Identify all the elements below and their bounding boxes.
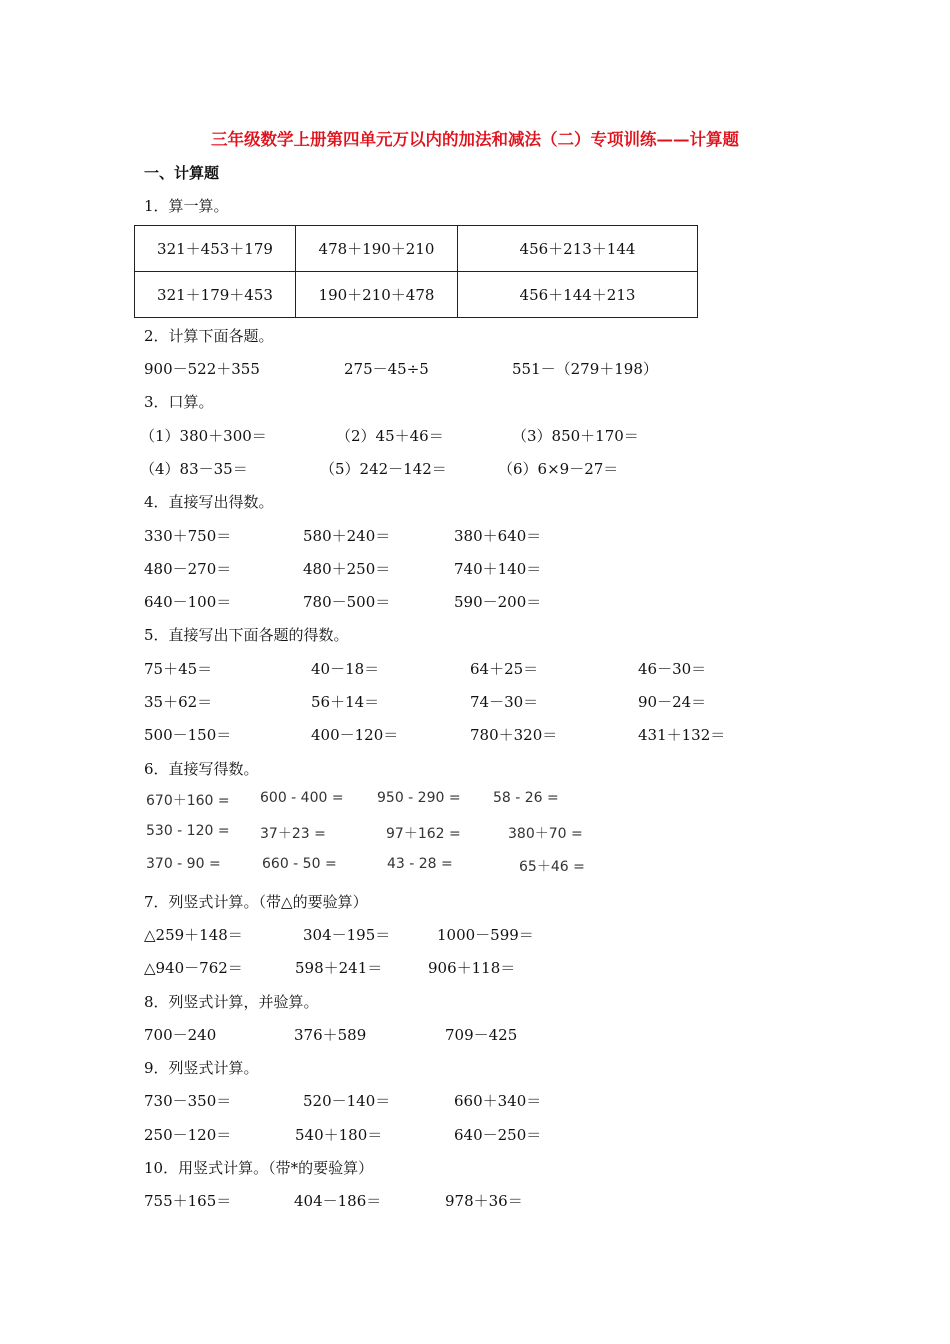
expression: △940－762＝ xyxy=(144,959,243,977)
expression: 600 - 400 = xyxy=(260,790,344,806)
expression: 380＋70 = xyxy=(508,826,583,842)
expression: 950 - 290 = xyxy=(377,790,461,806)
table-cell: 478＋190＋210 xyxy=(296,226,458,272)
question-8-label: 8．列竖式计算，并验算。 xyxy=(144,993,319,1011)
expression: 640－100＝ xyxy=(144,593,232,611)
question-5-label: 5．直接写出下面各题的得数。 xyxy=(144,626,349,644)
expression: 730－350＝ xyxy=(144,1092,232,1110)
question-4-label: 4．直接写出得数。 xyxy=(144,493,274,511)
expression: 43 - 28 = xyxy=(387,856,453,872)
expression: 906＋118＝ xyxy=(428,959,516,977)
expression: 590－200＝ xyxy=(454,593,542,611)
question-9-label: 9．列竖式计算。 xyxy=(144,1059,259,1077)
expression: （3）850＋170＝ xyxy=(512,427,639,445)
expression: 780＋320＝ xyxy=(470,726,558,744)
expression: 58 - 26 = xyxy=(493,790,559,806)
expression: 370 - 90 = xyxy=(146,856,221,872)
expression: （1）380＋300＝ xyxy=(140,427,267,445)
expression: （2）45＋46＝ xyxy=(336,427,444,445)
expression: 40－18＝ xyxy=(311,660,380,678)
expression: 480－270＝ xyxy=(144,560,232,578)
expression: 275－45÷5 xyxy=(344,360,429,378)
table-cell: 190＋210＋478 xyxy=(296,272,458,318)
expression: 400－120＝ xyxy=(311,726,399,744)
expression: 670＋160 = xyxy=(146,793,230,809)
question-6-label: 6．直接写得数。 xyxy=(144,760,259,778)
expression: 90－24＝ xyxy=(638,693,707,711)
table-row xyxy=(135,272,698,318)
expression: 1000－599＝ xyxy=(437,926,534,944)
table-cell: 321＋179＋453 xyxy=(135,272,296,318)
expression: 35＋62＝ xyxy=(144,693,213,711)
expression: 520－140＝ xyxy=(303,1092,391,1110)
question-1-table xyxy=(134,225,698,318)
expression: 755＋165＝ xyxy=(144,1192,232,1210)
expression: 640－250＝ xyxy=(454,1126,542,1144)
table-cell: 456＋144＋213 xyxy=(458,272,698,318)
expression: （5）242－142＝ xyxy=(320,460,447,478)
expression: 780－500＝ xyxy=(303,593,391,611)
question-7-label: 7．列竖式计算。（带△的要验算） xyxy=(144,893,368,911)
expression: 65＋46 = xyxy=(519,859,585,875)
expression: 304－195＝ xyxy=(303,926,391,944)
expression: 330＋750＝ xyxy=(144,527,232,545)
expression: 431＋132＝ xyxy=(638,726,726,744)
expression: 46－30＝ xyxy=(638,660,707,678)
question-3-label: 3．口算。 xyxy=(144,393,214,411)
section-heading: 一、计算题 xyxy=(144,164,220,182)
expression: 480＋250＝ xyxy=(303,560,391,578)
expression: （4）83－35＝ xyxy=(140,460,248,478)
expression: （6）6×9－27＝ xyxy=(498,460,619,478)
expression: 56＋14＝ xyxy=(311,693,380,711)
expression: 540＋180＝ xyxy=(295,1126,383,1144)
expression: 376＋589 xyxy=(294,1026,367,1044)
expression: 660＋340＝ xyxy=(454,1092,542,1110)
expression: 97＋162 = xyxy=(386,826,461,842)
expression: 660 - 50 = xyxy=(262,856,337,872)
expression: 74－30＝ xyxy=(470,693,539,711)
expression: 740＋140＝ xyxy=(454,560,542,578)
table-cell: 321＋453＋179 xyxy=(135,226,296,272)
expression: 900－522＋355 xyxy=(144,360,260,378)
expression: 700－240 xyxy=(144,1026,217,1044)
expression: 709－425 xyxy=(445,1026,518,1044)
expression: 64＋25＝ xyxy=(470,660,539,678)
expression: 551－（279＋198） xyxy=(512,360,658,378)
expression: 37＋23 = xyxy=(260,826,326,842)
expression: 380＋640＝ xyxy=(454,527,542,545)
document-title: 三年级数学上册第四单元万以内的加法和减法（二）专项训练——计算题 xyxy=(211,130,739,149)
expression: 250－120＝ xyxy=(144,1126,232,1144)
expression: 530 - 120 = xyxy=(146,823,230,839)
expression: △259＋148＝ xyxy=(144,926,243,944)
expression: 978＋36＝ xyxy=(445,1192,523,1210)
question-10-label: 10．用竖式计算。（带*的要验算） xyxy=(144,1159,374,1177)
expression: 500－150＝ xyxy=(144,726,232,744)
expression: 75＋45＝ xyxy=(144,660,213,678)
table-cell: 456＋213＋144 xyxy=(458,226,698,272)
question-2-label: 2．计算下面各题。 xyxy=(144,327,274,345)
expression: 404－186＝ xyxy=(294,1192,382,1210)
table-row xyxy=(135,226,698,272)
expression: 580＋240＝ xyxy=(303,527,391,545)
question-1-label: 1．算一算。 xyxy=(144,197,229,215)
expression: 598＋241＝ xyxy=(295,959,383,977)
